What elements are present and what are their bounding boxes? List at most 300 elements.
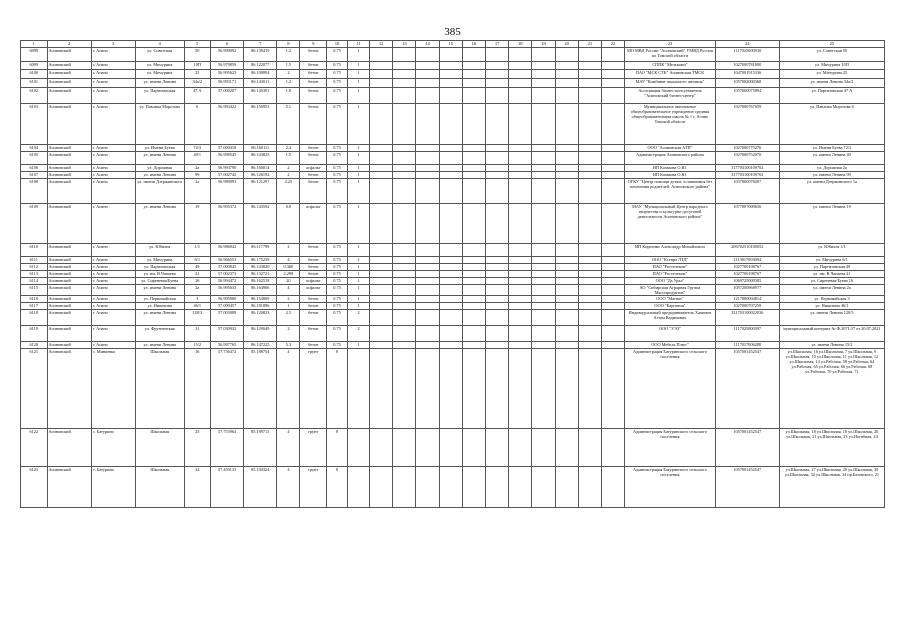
table-cell: г. Асино (91, 104, 135, 145)
column-header: 4 (135, 41, 184, 48)
table-cell: бетон (300, 179, 327, 204)
table-cell: Асиновский (47, 165, 91, 172)
table-cell (555, 172, 578, 179)
table-row (21, 79, 885, 88)
table-cell: 56.993790 (211, 165, 244, 172)
table-cell: ул. имени Дзержинского 1а (779, 179, 884, 204)
table-cell: 0.75 (327, 48, 348, 62)
table-cell (393, 244, 416, 257)
table-cell (416, 88, 439, 104)
table-cell: 3 (184, 296, 211, 303)
table-cell (439, 303, 462, 310)
table-cell (462, 257, 485, 264)
table-cell: 2а (184, 165, 211, 172)
table-cell: 0.75 (327, 296, 348, 303)
table-cell: ул. имени Ленина 15/2 (779, 342, 884, 349)
table-cell: Асиновский (47, 257, 91, 264)
column-header: 24 (715, 41, 779, 48)
table-cell: Школьная (135, 429, 184, 467)
table-cell (393, 165, 416, 172)
table-cell: бетон (300, 172, 327, 179)
table-cell: 0.360 (277, 264, 300, 271)
table-cell (532, 70, 555, 79)
table-cell (578, 278, 601, 285)
table-cell: 1.2 (277, 79, 300, 88)
table-cell: ул. Юбилея 1/1 (779, 244, 884, 257)
table-cell (486, 349, 509, 429)
table-cell: 40/1 (184, 152, 211, 165)
table-cell: Администрация Батуринского сельского поселения (625, 467, 716, 508)
table-cell: 206702510100052 (715, 244, 779, 257)
table-cell (578, 303, 601, 310)
table-cell: 56.995625 (211, 70, 244, 79)
table-cell (393, 48, 416, 62)
table-cell: 6123 (21, 467, 48, 508)
table-cell (462, 278, 485, 285)
table-cell (486, 296, 509, 303)
table-row (21, 271, 885, 278)
table-cell: 0.75 (327, 179, 348, 204)
table-row (21, 349, 885, 429)
table-cell: Асиновский (47, 62, 91, 70)
table-row (21, 342, 885, 349)
table-cell: 6105 (21, 152, 48, 165)
table-row (21, 165, 885, 172)
table-cell (601, 152, 624, 165)
table-cell: 0.75 (327, 70, 348, 79)
table-cell: ул. Мичурина (135, 62, 184, 70)
table-cell: 5.1 (277, 104, 300, 145)
table-cell (462, 70, 485, 79)
table-cell: ул. имени Ленина (135, 285, 184, 296)
table-cell (509, 278, 532, 285)
column-header: 11 (347, 41, 369, 48)
header-row (21, 41, 885, 48)
table-cell (509, 172, 532, 179)
table-cell (532, 179, 555, 204)
table-cell (347, 349, 369, 429)
table-cell (601, 429, 624, 467)
table-cell: 4 (277, 429, 300, 467)
table-cell: бетон (300, 326, 327, 342)
table-cell (509, 303, 532, 310)
table-cell (462, 145, 485, 152)
table-cell: Асиновский (47, 104, 91, 145)
table-cell (486, 285, 509, 296)
table-cell (486, 70, 509, 79)
table-cell: 6/1 (184, 257, 211, 264)
table-cell: 6117 (21, 303, 48, 310)
table-cell (370, 88, 393, 104)
table-cell: 2 (277, 172, 300, 179)
table-cell: ул. Имени Буева 72/3 (779, 145, 884, 152)
table-cell: бетон (300, 104, 327, 145)
table-cell: 6111 (21, 257, 48, 264)
table-cell: 0.75 (327, 79, 348, 88)
table-cell: г. Асино (91, 179, 135, 204)
table-cell (370, 310, 393, 326)
table-cell: ОГКУ "Центр помощи детям, оставшимся без попечения родителей, Асиновского района" (625, 179, 716, 204)
table-cell: 6109 (21, 204, 48, 244)
table-cell (393, 303, 416, 310)
table-cell: Школьная (135, 349, 184, 429)
table-cell: 0.75 (327, 165, 348, 172)
table-cell: 1117017006288 (715, 342, 779, 349)
table-cell: 16 (184, 349, 211, 429)
column-header: 12 (370, 41, 393, 48)
table-cell (416, 342, 439, 349)
table-cell: г. Асино (91, 310, 135, 326)
table-cell: 1.5 (277, 152, 300, 165)
table-cell (393, 271, 416, 278)
table-cell: 56.979859 (211, 62, 244, 70)
table-cell (486, 145, 509, 152)
table-cell: ул. Дорожная (135, 165, 184, 172)
table-cell: 1 (347, 271, 369, 278)
table-cell (370, 179, 393, 204)
table-row (21, 179, 885, 204)
table-cell: 32 (184, 467, 211, 508)
table-cell: бетон (300, 296, 327, 303)
table-cell (393, 349, 416, 429)
table-cell: асфальт (300, 278, 327, 285)
table-cell (555, 342, 578, 349)
column-header: 21 (578, 41, 601, 48)
table-cell (532, 104, 555, 145)
table-cell (532, 152, 555, 165)
table-cell (578, 165, 601, 172)
table-cell (462, 244, 485, 257)
table-cell (532, 303, 555, 310)
table-cell: 86.100894 (244, 70, 277, 79)
table-cell (439, 342, 462, 349)
table-cell: бетон (300, 244, 327, 257)
table-cell (439, 152, 462, 165)
table-cell (416, 165, 439, 172)
table-cell: 56.994472 (211, 278, 244, 285)
table-cell: 1027000775276 (715, 145, 779, 152)
table-cell: 57.000207 (211, 88, 244, 104)
table-cell (578, 70, 601, 79)
table-cell: Асиновский (47, 70, 91, 79)
table-cell (462, 204, 485, 244)
table-cell (509, 326, 532, 342)
table-cell (462, 303, 485, 310)
table-cell (370, 278, 393, 285)
table-cell: бетон (300, 145, 327, 152)
table-cell: 56.997765 (211, 342, 244, 349)
table-cell: асфальт (300, 165, 327, 172)
table-cell (578, 342, 601, 349)
table-cell (532, 278, 555, 285)
table-cell (532, 326, 555, 342)
table-cell: ул. Мичурина 10П (779, 62, 884, 70)
table-cell: 1037000078207 (715, 179, 779, 204)
table-cell: ул. имени Ленина 2а (779, 285, 884, 296)
table-cell (578, 264, 601, 271)
table-cell: 0.75 (327, 342, 348, 349)
table-cell (486, 278, 509, 285)
table-cell: 34а/2 (184, 79, 211, 88)
table-cell: 2 (277, 70, 300, 79)
table-cell (416, 48, 439, 62)
table-cell: г. Асино (91, 326, 135, 342)
table-cell: 56.995980 (211, 296, 244, 303)
table-cell (370, 271, 393, 278)
table-cell (439, 165, 462, 172)
table-cell: 86.160111 (244, 145, 277, 152)
table-row (21, 467, 885, 508)
table-cell: ул. имени Ленина (135, 79, 184, 88)
table-cell (439, 264, 462, 271)
table-cell (462, 264, 485, 271)
table-cell: МО МВД России "Асиновский" УМВД России по Томской области (625, 48, 716, 62)
table-cell (532, 48, 555, 62)
table-cell: бетон (300, 257, 327, 264)
table-cell: ул. Имени Буева (135, 145, 184, 152)
table-cell (370, 264, 393, 271)
table-cell: 57.450133 (211, 467, 244, 508)
table-cell (393, 62, 416, 70)
table-cell (532, 342, 555, 349)
table-cell (509, 271, 532, 278)
table-cell: 1069725000385 (715, 278, 779, 285)
table-cell (555, 296, 578, 303)
table-row (21, 310, 885, 326)
table-cell (416, 70, 439, 79)
table-cell: 6103 (21, 104, 48, 145)
table-cell: г. Асино (91, 79, 135, 88)
table-cell (486, 326, 509, 342)
table-cell: бетон (300, 271, 327, 278)
table-cell: 86.126192 (244, 172, 277, 179)
table-cell: 0.75 (327, 172, 348, 179)
table-cell (393, 429, 416, 467)
table-cell: 0.75 (327, 303, 348, 310)
table-cell (370, 257, 393, 264)
table-cell: 6099 (21, 62, 48, 70)
table-cell (416, 204, 439, 244)
table-cell: 1 (347, 257, 369, 264)
table-cell: 1.5 (277, 62, 300, 70)
table-cell (486, 264, 509, 271)
table-cell (601, 271, 624, 278)
table-cell (555, 88, 578, 104)
table-cell (601, 285, 624, 296)
table-cell (532, 244, 555, 257)
table-row (21, 264, 885, 271)
table-cell (601, 104, 624, 145)
table-cell: Асиновский (47, 349, 91, 429)
table-cell: г. Асино (91, 204, 135, 244)
table-cell (462, 79, 485, 88)
table-cell (509, 88, 532, 104)
table-cell (416, 79, 439, 88)
table-cell: ул. Дорожная 2а (779, 165, 884, 172)
table-cell: 317703100109702 (715, 172, 779, 179)
table-cell: 1 (347, 296, 369, 303)
table-cell (532, 310, 555, 326)
table-row (21, 429, 885, 467)
table-cell: 86.181896 (244, 303, 277, 310)
table-cell: 8 (327, 429, 348, 467)
table-cell: 4 (277, 349, 300, 429)
table-cell (578, 349, 601, 429)
table-cell: ИП Казакова О.Ю. (625, 165, 716, 172)
table-cell: ул. Юбилея (135, 244, 184, 257)
table-cell: Асиновский (47, 244, 91, 257)
table-cell (578, 467, 601, 508)
table-cell: 2а (184, 285, 211, 296)
table-cell: 6099 (21, 48, 48, 62)
table-cell (439, 285, 462, 296)
table-cell: 86.160014 (244, 165, 277, 172)
table-cell (509, 62, 532, 70)
table-cell: 86.132721 (244, 271, 277, 278)
column-header: 18 (509, 41, 532, 48)
table-cell: 1 (347, 303, 369, 310)
table-cell: 128/3 (184, 310, 211, 326)
table-cell: 19 (184, 204, 211, 244)
table-cell: грунт (300, 349, 327, 429)
table-cell: Асиновский (47, 79, 91, 88)
table-cell: г. Асино (91, 145, 135, 152)
table-cell (393, 296, 416, 303)
table-cell: 0.75 (327, 326, 348, 342)
table-cell: ул. им. В.Чапаева (135, 271, 184, 278)
table-cell: Администрация Батуринского сельского поселения (625, 429, 716, 467)
table-cell: ПАО "Ростелеком" (625, 271, 716, 278)
table-cell (601, 342, 624, 349)
table-cell (393, 310, 416, 326)
table-cell: 1 (347, 264, 369, 271)
table-cell (416, 145, 439, 152)
column-header: 23 (625, 41, 716, 48)
table-cell (601, 172, 624, 179)
table-cell: Асиновский (47, 145, 91, 152)
table-cell: Асиновский (47, 303, 91, 310)
table-cell: ул.Школьная, 16 ул.Школьная, 7 ул.Школьная, 9 ул.Школьная, 10 ул.Школьная, 11 ул.Школьная, 12 ул.Школьная, 14 ул.Рабочая, 58 ул.Рабочая, 64 ул.Рабочая, 65 ул.Рабочая, 66 ул.Рабочая, 68 ул.Рабочая, 70 ул.Рабочая, 71 (779, 349, 884, 429)
table-cell: 317703100109702 (715, 165, 779, 172)
table-cell (601, 179, 624, 204)
table-cell: 4 (277, 257, 300, 264)
table-cell: ул. имени Дзержинского (135, 179, 184, 204)
table-cell (439, 179, 462, 204)
table-cell: 4 (277, 467, 300, 508)
table-cell: 1027000752070 (715, 152, 779, 165)
table-cell (532, 145, 555, 152)
table-cell (370, 204, 393, 244)
table-cell: 0.75 (327, 278, 348, 285)
table-cell: Асиновский (47, 271, 91, 278)
table-cell: ул. Мичурина 6/1 (779, 257, 884, 264)
table-cell (393, 257, 416, 264)
table-cell: 57.009457 (211, 303, 244, 310)
table-cell (601, 326, 624, 342)
table-cell: г. Асино (91, 88, 135, 104)
table-cell: 1 (347, 62, 369, 70)
table-cell: 2 (277, 296, 300, 303)
table-cell: 20 (277, 278, 300, 285)
table-row (21, 88, 885, 104)
table-cell (509, 179, 532, 204)
table-cell (555, 79, 578, 88)
table-cell: ИП Киреенко Александр Михайлович (625, 244, 716, 257)
table-row (21, 296, 885, 303)
table-cell: Муниципальное автономное общеобразовательное учреждение средняя общеобразовательная школа № 1 г. Асино Томской области (625, 104, 716, 145)
table-cell (555, 165, 578, 172)
table-cell: СППК "Мелькомп" (625, 62, 716, 70)
table-cell (555, 62, 578, 70)
table-cell (555, 310, 578, 326)
table-cell: Индивидуальный предприниматель Хакимов Агзам Вадимович (625, 310, 716, 326)
table-cell: 1 (347, 342, 369, 349)
table-cell (370, 467, 393, 508)
table-cell: ул. имени Ленина 19 (779, 204, 884, 244)
table-cell (578, 172, 601, 179)
table-cell: 6114 (21, 278, 48, 285)
table-cell: 56.989093 (211, 179, 244, 204)
table-cell (486, 79, 509, 88)
table-cell: 10П (184, 62, 211, 70)
table-cell: г. Асино (91, 342, 135, 349)
table-cell: 6102 (21, 88, 48, 104)
table-cell: 1057000075894 (715, 88, 779, 104)
table-cell: ул. Сиреневая/Буева (135, 278, 184, 285)
table-cell (393, 264, 416, 271)
table-cell: с. Минаевка (91, 349, 135, 429)
table-cell (555, 204, 578, 244)
table-cell: 1027000707259 (715, 303, 779, 310)
table-cell: 25 (184, 70, 211, 79)
table-cell: 31 (184, 326, 211, 342)
table-cell: 8 (327, 467, 348, 508)
table-cell (509, 257, 532, 264)
table-row (21, 48, 885, 62)
column-header: 7 (244, 41, 277, 48)
table-row (21, 244, 885, 257)
table-cell (439, 326, 462, 342)
table-cell (439, 271, 462, 278)
table-cell (601, 165, 624, 172)
table-cell: Асиновский (47, 285, 91, 296)
page-number: 385 (444, 26, 461, 38)
table-cell: 6108 (21, 179, 48, 204)
table-cell: Администрация Батуринского сельского поселения (625, 349, 716, 429)
table-cell: 2а (184, 179, 211, 204)
table-cell: г. Асино (91, 296, 135, 303)
table-cell: ул.Школьная, 27 ул.Школьная, 29 ул.Школьная, 30 ул.Школьная, 32 ул.Школьная, 34 пр.Батевского, 21 (779, 467, 884, 508)
table-cell: ООО "Асиновская АТП" (625, 145, 716, 152)
table-cell (370, 70, 393, 79)
table-cell: бетон (300, 88, 327, 104)
table-cell: 56.995372 (211, 204, 244, 244)
table-cell: 0.8 (277, 204, 300, 244)
table-cell: ООО "Карпатия" (625, 303, 716, 310)
table-cell (462, 429, 485, 467)
table-cell (532, 257, 555, 264)
table-cell (532, 285, 555, 296)
table-cell: 321703100022036 (715, 310, 779, 326)
table-row (21, 145, 885, 152)
table-cell: ул. Партизанская (135, 88, 184, 104)
table-cell (509, 152, 532, 165)
table-cell: 0.75 (327, 310, 348, 326)
table-cell: 2 (277, 326, 300, 342)
table-cell (462, 172, 485, 179)
table-cell: 16 (184, 278, 211, 285)
table-cell (416, 179, 439, 204)
